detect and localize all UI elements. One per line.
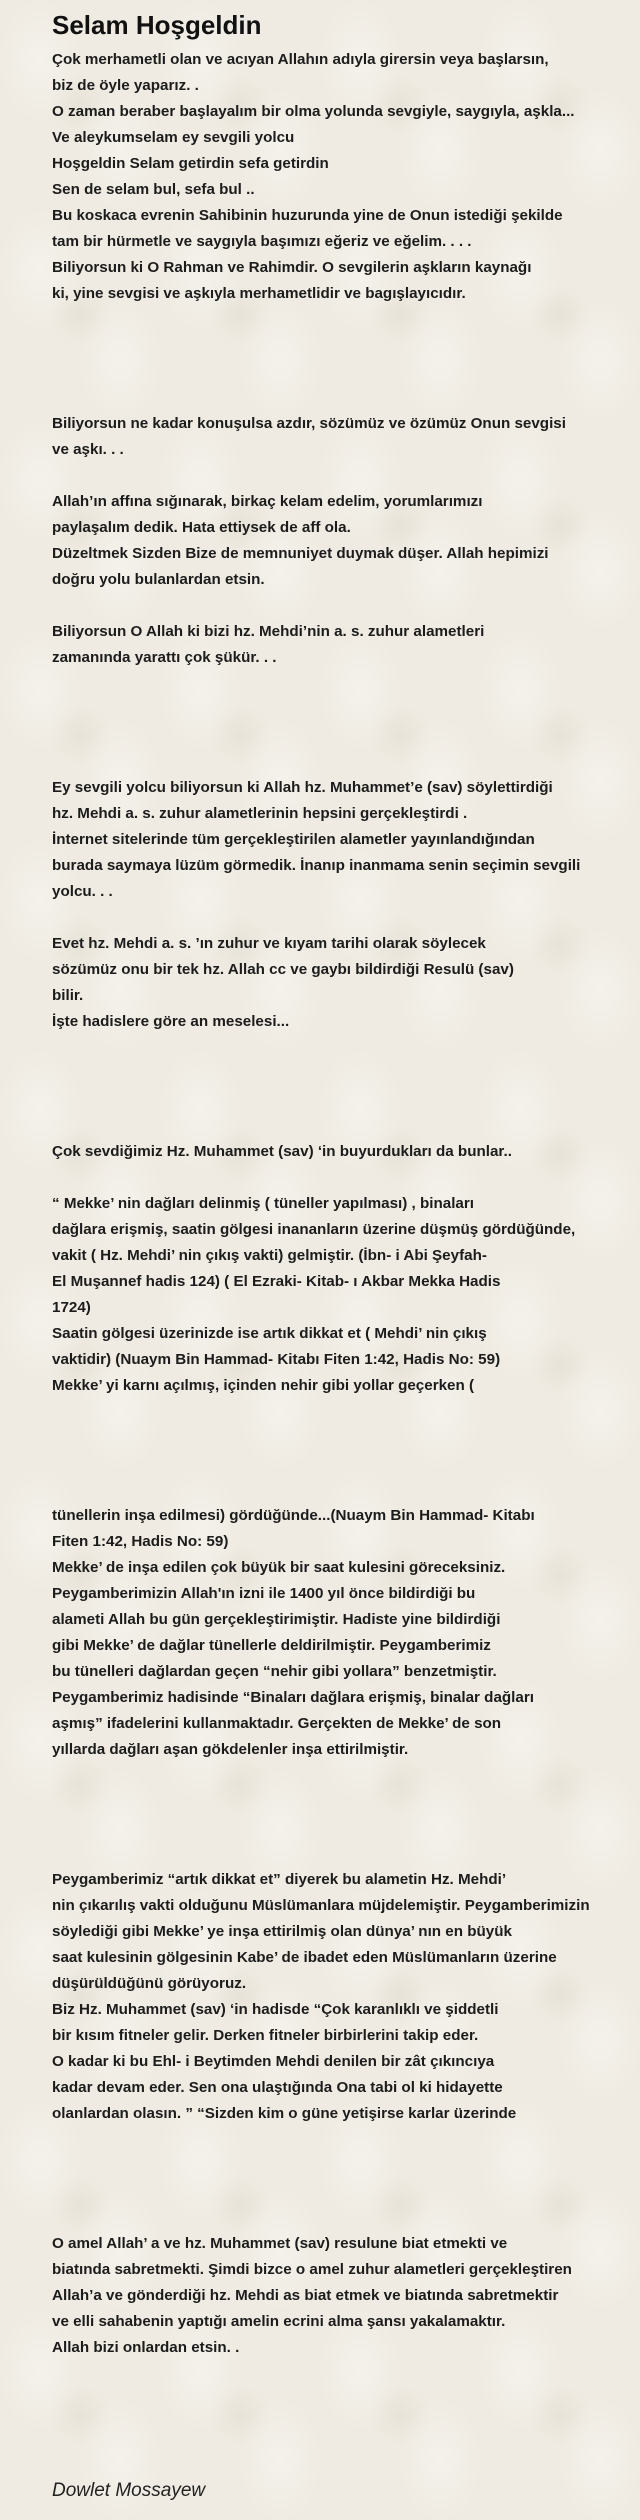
poem-line: Hoşgeldin Selam getirdin sefa getirdin — [52, 155, 329, 172]
poem-gap — [52, 1165, 617, 1191]
poem-line: doğru yolu bulanlardan etsin. — [52, 571, 265, 588]
poem-gap — [52, 1113, 617, 1139]
poem-line: Çok sevdiğimiz Hz. Muhammet (sav) ‘in buyurdukları da bunlar.. — [52, 1143, 512, 1160]
poem-line: Peygamberimiz hadisinde “Binaları dağlara erişmiş, binalar dağları — [52, 1689, 534, 1706]
poem-gap — [52, 723, 617, 749]
poem-line: “ Mekke’ nin dağları delinmiş ( tüneller yapılması) , binaları — [52, 1195, 475, 1212]
poem-line: tünellerin inşa edilmesi) gördüğünde...(Nuaym Bin Hammad- Kitabı — [52, 1507, 535, 1524]
poem-line: saat kulesinin gölgesinin Kabe’ de ibadet eden Müslümanların üzerine — [52, 1949, 557, 1966]
poem-gap — [52, 359, 617, 385]
poem-line: söylediği gibi Mekke’ ye inşa ettirilmiş olan dünya’ nın en büyük — [52, 1923, 512, 1940]
poem-line: Fiten 1:42, Hadis No: 59) — [52, 1533, 229, 1550]
poem-line: Biz Hz. Muhammet (sav) ‘in hadisde “Çok karanlıklı ve şiddetli — [52, 2001, 499, 2018]
poem-line: Peygamberimizin Allah'ın izni ile 1400 yıl önce bildirdiği bu — [52, 1585, 476, 1602]
poem-line: Mekke’ de inşa edilen çok büyük bir saat kulesini göreceksiniz. — [52, 1559, 506, 1576]
poem-line: O kadar ki bu Ehl- i Beytimden Mehdi denilen bir zât çıkıncıya — [52, 2053, 495, 2070]
poem-line: bu tünelleri dağlardan geçen “nehir gibi yollara” benzetmiştir. — [52, 1663, 497, 1680]
poem-line: Sen de selam bul, sefa bul .. — [52, 181, 255, 198]
poem-line: burada saymaya lüzüm görmedik. İnanıp inanmama senin seçimin sevgili — [52, 857, 581, 874]
poem-line: alameti Allah bu gün gerçekleştirimiştir. Hadiste yine bildirdiği — [52, 1611, 501, 1628]
poem-line: İnternet sitelerinde tüm gerçekleştirilen alametler yayınlandığından — [52, 831, 535, 848]
poem-line: ve aşkı. . . — [52, 441, 124, 458]
poem-line: Çok merhametli olan ve acıyan Allahın adıyla girersin veya başlarsın, — [52, 51, 549, 68]
poem-line: Evet hz. Mehdi a. s. ’ın zuhur ve kıyam tarihi olarak söylecek — [52, 935, 486, 952]
poem-gap — [52, 1425, 617, 1451]
poem-gap — [52, 1815, 617, 1841]
poem-gap — [52, 1789, 617, 1815]
poem-gap — [52, 2153, 617, 2179]
poem-line: Allah’a ve gönderdiği hz. Mehdi as biat etmek ve biatında sabretmektir — [52, 2287, 559, 2304]
poem-line: paylaşalım dedik. Hata ettiysek de aff ola. — [52, 519, 351, 536]
poem-gap — [52, 1087, 617, 1113]
poem-line: Peygamberimiz “artık dikkat et” diyerek bu alametin Hz. Mehdi’ — [52, 1871, 507, 1888]
poem-line: O zaman beraber başlayalım bir olma yolunda sevgiyle, saygıyla, aşkla... — [52, 103, 575, 120]
poem-line: 1724) — [52, 1299, 91, 1316]
poem-gap — [52, 1035, 617, 1061]
poem-line: El Muşannef hadis 124) ( El Ezraki- Kitab- ı Akbar Mekka Hadis — [52, 1273, 501, 1290]
poem-line: aşmış” ifadelerini kullanmaktadır. Gerçekten de Mekke’ de son — [52, 1715, 502, 1732]
poem-line: Biliyorsun ki O Rahman ve Rahimdir. O sevgilerin aşkların kaynağı — [52, 259, 532, 276]
poem-gap — [52, 307, 617, 333]
poem-line: Saatin gölgesi üzerinizde ise artık dikkat et ( Mehdi’ nin çıkış — [52, 1325, 487, 1342]
poem-line: Mekke’ yi karnı açılmış, içinden nehir gibi yollar geçerken ( — [52, 1377, 475, 1394]
poem-line: bir kısım fitneler gelir. Derken fitneler birbirlerini takip eder. — [52, 2027, 479, 2044]
poem-line: yıllarda dağları aşan gökdelenler inşa ettirilmiştir. — [52, 1741, 409, 1758]
poem-gap — [52, 671, 617, 697]
poem-gap — [52, 697, 617, 723]
poem-line: ki, yine sevgisi ve aşkıyla merhametlidir ve bagışlayıcıdır. — [52, 285, 466, 302]
poem-line: Allah’ın affına sığınarak, birkaç kelam edelim, yorumlarımızı — [52, 493, 483, 510]
poem-line: gibi Mekke’ de dağlar tünellerle deldirilmiştir. Peygamberimiz — [52, 1637, 491, 1654]
poem-gap — [52, 385, 617, 411]
poem-line: Düzeltmek Sizden Bize de memnuniyet duymak düşer. Allah hepimizi — [52, 545, 549, 562]
poem-gap — [52, 2205, 617, 2231]
poem-line: vaktidir) (Nuaym Bin Hammad- Kitabı Fiten 1:42, Hadis No: 59) — [52, 1351, 501, 1368]
poem-line: tam bir hürmetle ve saygıyla başımızı eğeriz ve eğelim. . . . — [52, 233, 472, 250]
poem-gap — [52, 749, 617, 775]
poem-gap — [52, 333, 617, 359]
poem-gap — [52, 463, 617, 489]
poem-line: İşte hadislere göre an meselesi... — [52, 1013, 290, 1030]
poem-line: vakit ( Hz. Mehdi’ nin çıkış vakti) gelmiştir. (İbn- i Abi Şeyfah- — [52, 1247, 487, 1264]
poem-line: Ve aleykumselam ey sevgili yolcu — [52, 129, 295, 146]
poem-line: düşürüldüğünü görüyoruz. — [52, 1975, 247, 1992]
poem-line: hz. Mehdi a. s. zuhur alametlerinin hepsini gerçekleştirdi . — [52, 805, 468, 822]
poem-gap — [52, 1763, 617, 1789]
poem-gap — [52, 1061, 617, 1087]
poem-line: sözümüz onu bir tek hz. Allah cc ve gaybı bildirdiği Resulü (sav) — [52, 961, 514, 978]
poem-line: nin çıkarılış vakti olduğunu Müslümanlara müjdelemiştir. Peygamberimizin — [52, 1897, 590, 1914]
poem-line: biatında sabretmekti. Şimdi bizce o amel zuhur alametleri gerçekleştiren — [52, 2261, 572, 2278]
poem-line: Bu koskaca evrenin Sahibinin huzurunda yine de Onun istediği şekilde — [52, 207, 563, 224]
poem-line: zamanında yarattı çok şükür. . . — [52, 649, 277, 666]
poem-line: Ey sevgili yolcu biliyorsun ki Allah hz. Muhammet’e (sav) söylettirdiği — [52, 779, 553, 796]
poem-line: Biliyorsun O Allah ki bizi hz. Mehdi’nin a. s. zuhur alametleri — [52, 623, 485, 640]
poem-title: Selam Hoşgeldin — [52, 10, 262, 40]
poem-gap — [52, 905, 617, 931]
poem-line: olanlardan olasın. ” “Sizden kim o güne yetişirse karlar üzerinde — [52, 2105, 517, 2122]
poem-gap — [52, 593, 617, 619]
poem-body — [52, 47, 617, 2361]
poem-line: O amel Allah’ a ve hz. Muhammet (sav) resulune biat etmekti ve — [52, 2235, 508, 2252]
poem-gap — [52, 1477, 617, 1503]
poem-gap — [52, 1841, 617, 1867]
poem-line: yolcu. . . — [52, 883, 113, 900]
poem-line: bilir. — [52, 987, 84, 1004]
poem-line: Allah bizi onlardan etsin. . — [52, 2339, 240, 2356]
poem-line: kadar devam eder. Sen ona ulaştığında Ona tabi ol ki hidayette — [52, 2079, 503, 2096]
poem-gap — [52, 1399, 617, 1425]
poem-line: biz de öyle yaparız. . — [52, 77, 199, 94]
poem-line: ve elli sahabenin yaptığı amelin ecrini alma şansı yakalamaktır. — [52, 2313, 506, 2330]
poem-gap — [52, 2179, 617, 2205]
author-name: Dowlet Mossayew — [52, 2480, 206, 2501]
poem-line: dağlara erişmiş, saatin gölgesi inananların üzerine düşmüş gördüğünde, — [52, 1221, 576, 1238]
poem-line: Biliyorsun ne kadar konuşulsa azdır, sözümüz ve özümüz Onun sevgisi — [52, 415, 566, 432]
poem-gap — [52, 2127, 617, 2153]
poem-gap — [52, 1451, 617, 1477]
